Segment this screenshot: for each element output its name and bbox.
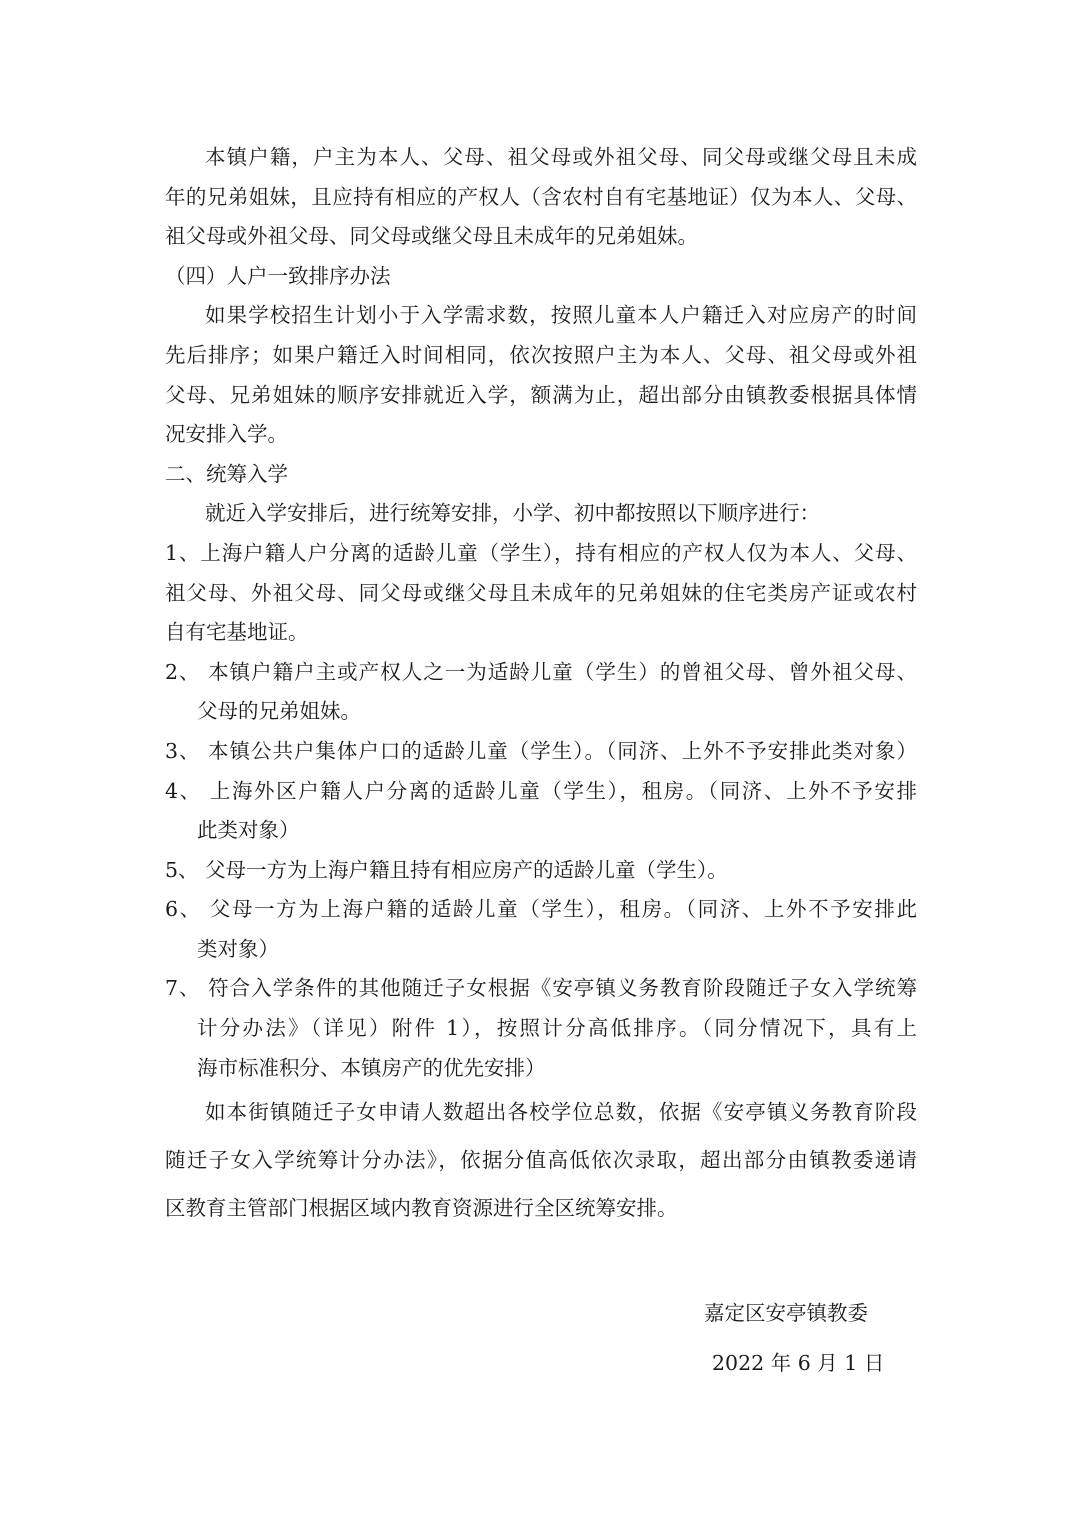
signature-organization: 嘉定区安亭镇教委 <box>704 1301 868 1325</box>
paragraph-line: 先后排序；如果户籍迁入时间相同，依次按照户主为本人、父母、祖父母或外祖 <box>165 342 917 367</box>
document-body <box>165 138 917 1232</box>
paragraph-line: 如果学校招生计划小于入学需求数，按照儿童本人户籍迁入对应房产的时间 <box>205 303 917 328</box>
list-item-1-cont: 祖父母、外祖父母、同父母或继父母且未成年的兄弟姐妹的住宅类房产证或农村 <box>165 580 917 605</box>
paragraph-line: 随迁子女入学统筹计分办法》，依据分值高低依次录取，超出部分由镇教委递请 <box>165 1148 917 1173</box>
list-item-2: 2、 本镇户籍户主或产权人之一为适龄儿童（学生）的曾祖父母、曾外祖父母、 <box>165 659 917 684</box>
list-item-4: 4、 上海外区户籍人户分离的适龄儿童（学生），租房。（同济、上外不予安排 <box>165 778 917 803</box>
paragraph-line: 祖父母或外祖父母、同父母或继父母且未成年的兄弟姐妹。 <box>165 224 698 249</box>
list-item-3: 3、 本镇公共户集体户口的适龄儿童（学生）。（同济、上外不予安排此类对象） <box>165 738 917 763</box>
list-item-7-cont: 海市标准积分、本镇房产的优先安排） <box>197 1055 546 1080</box>
list-item-1: 1、上海户籍人户分离的适龄儿童（学生），持有相应的产权人仅为本人、父母、 <box>165 540 917 565</box>
paragraph-line: 就近入学安排后，进行统筹安排，小学、初中都按照以下顺序进行： <box>205 501 820 526</box>
list-item-5: 5、 父母一方为上海户籍且持有相应房产的适龄儿童（学生）。 <box>165 857 728 882</box>
signature-date: 2022 年 6 月 1 日 <box>712 1351 885 1375</box>
list-item-2-cont: 父母的兄弟姐妹。 <box>197 699 361 724</box>
section-heading-4: （四）人户一致排序办法 <box>165 263 391 288</box>
paragraph-line: 区教育主管部门根据区域内教育资源进行全区统筹安排。 <box>165 1196 678 1221</box>
list-item-4-cont: 此类对象） <box>197 818 300 843</box>
paragraph-line: 本镇户籍，户主为本人、父母、祖父母或外祖父母、同父母或继父母且未成 <box>205 145 917 169</box>
list-item-7: 7、 符合入学条件的其他随迁子女根据《安亭镇义务教育阶段随迁子女入学统筹 <box>165 976 917 1001</box>
list-item-6-cont: 类对象） <box>197 936 279 961</box>
paragraph-line: 年的兄弟姐妹，且应持有相应的产权人（含农村自有宅基地证）仅为本人、父母、 <box>165 184 917 209</box>
list-item-1-cont: 自有宅基地证。 <box>165 620 309 645</box>
paragraph-line: 况安排入学。 <box>165 422 288 447</box>
paragraph-line: 父母、兄弟姐妹的顺序安排就近入学，额满为止，超出部分由镇教委根据具体情 <box>165 382 917 407</box>
list-item-7-cont: 计分办法》（详见）附件 1），按照计分高低排序。（同分情况下，具有上 <box>197 1016 917 1041</box>
section-heading-2: 二、统筹入学 <box>165 461 288 486</box>
list-item-6: 6、 父母一方为上海户籍的适龄儿童（学生），租房。（同济、上外不予安排此 <box>165 897 917 922</box>
paragraph-line: 如本街镇随迁子女申请人数超出各校学位总数，依据《安亭镇义务教育阶段 <box>205 1100 917 1125</box>
